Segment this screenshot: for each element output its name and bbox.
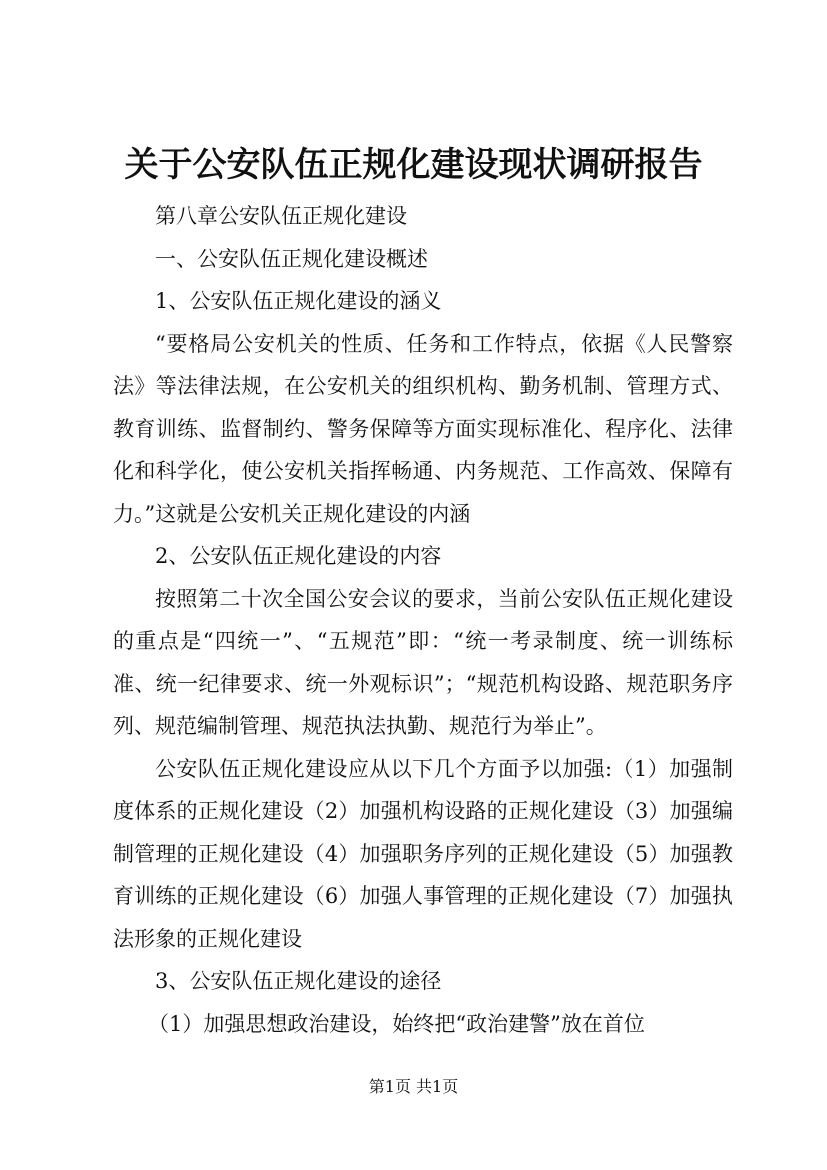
paragraph-approach-1: （1）加强思想政治建设，始终把“政治建警”放在首位	[148, 1011, 645, 1036]
paragraph-content-requirements: 按照第二十次全国公安会议的要求，当前公安队伍正规化建设的重点是“四统一”、“五规范”即：“统一考录制度、统一训练标准、统一纪律要求、统一外观标识”；“规范机构设路、规范职务序列、规范编制管理、规范执法执勤、规范行为举止”。	[113, 586, 733, 738]
chapter-heading: 第八章公安队伍正规化建设	[155, 204, 407, 228]
subsection-heading-content: 2、公安队伍正规化建设的内容	[155, 544, 442, 568]
document-body	[113, 195, 733, 1045]
section-heading-overview: 一、公安队伍正规化建设概述	[155, 246, 428, 271]
paragraph-meaning: “要格局公安机关的性质、任务和工作特点，依据《人民警察法》等法律法规，在公安机关的组织机构、勤务机制、管理方式、教育训练、监督制约、警务保障等方面实现标准化、程序化、法律化和科学化，使公安机关指挥畅通、内务规范、工作高效、保障有力。”这就是公安机关正规化建设的内涵	[113, 331, 733, 526]
page-footer: 第1页 共1页	[368, 1077, 459, 1096]
subsection-heading-approach: 3、公安队伍正规化建设的途径	[155, 969, 442, 993]
paragraph-content-aspects: 公安队伍正规化建设应从以下几个方面予以加强:（1）加强制度体系的正规化建设（2）加强机构设路的正规化建设（3）加强编制管理的正规化建设（4）加强职务序列的正规化建设（5）加强教育训练的正规化建设（6）加强人事管理的正规化建设（7）加强执法形象的正规化建设	[113, 756, 733, 951]
document-title: 关于公安队伍正规化建设现状调研报告	[124, 145, 703, 185]
subsection-heading-meaning: 1、公安队伍正规化建设的涵义	[155, 289, 442, 313]
